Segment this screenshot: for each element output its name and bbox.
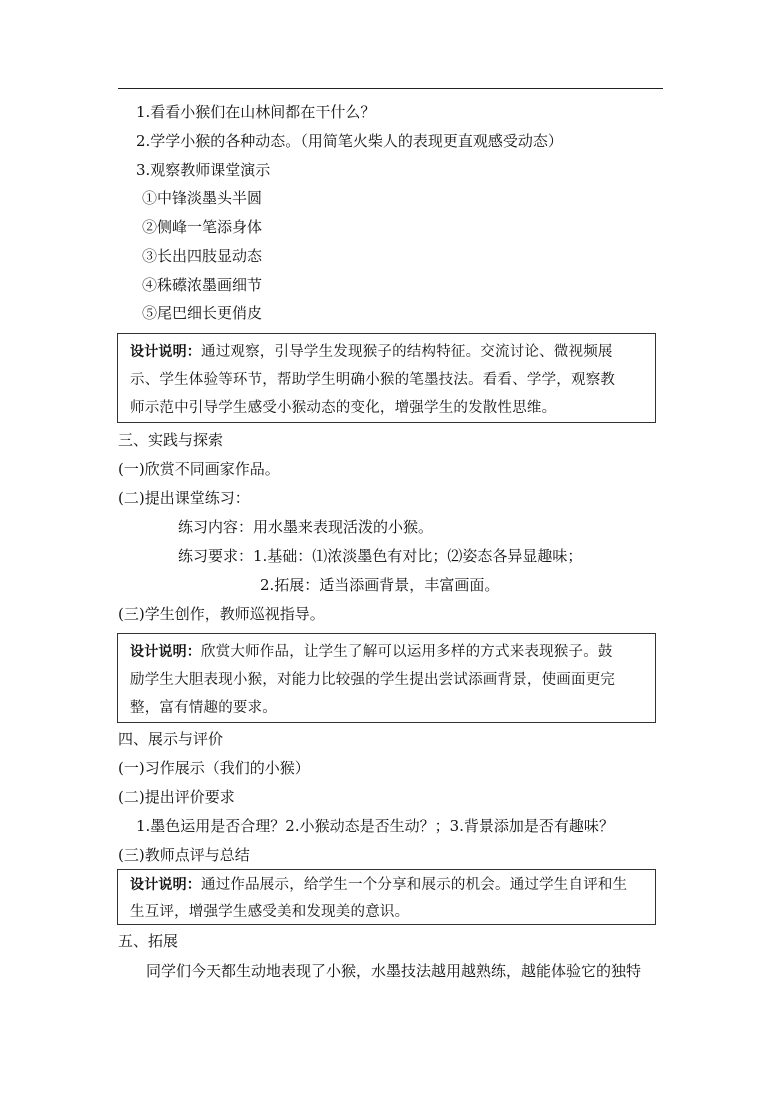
subsection-4-1: (一)习作展示（我们的小猴） [118, 759, 310, 777]
design-note-text: 欣赏大师作品，让学生了解可以运用多样的方式来表现猴子。鼓 [201, 644, 613, 660]
observe-item-2: 2.学学小猴的各种动态。（用简笔火柴人的表现更直观感受动态） [136, 132, 563, 150]
subsection-4-3: (三)教师点评与总结 [118, 846, 250, 864]
section-heading-4: 四、展示与评价 [118, 730, 224, 748]
extension-paragraph: 同学们今天都生动地表现了小猴，水墨技法越用越熟练，越能体验它的独特 [146, 962, 642, 980]
design-note-label: 设计说明： [130, 644, 201, 660]
observe-item-1: 1.看看小猴们在山林间都在干什么？ [136, 103, 376, 121]
subsection-3-2: (二)提出课堂练习： [118, 489, 250, 507]
design-note-text: 通过观察，引导学生发现猴子的结构特征。交流讨论、微视频展 [201, 344, 613, 360]
step-2: ②侧峰一笔添身体 [142, 218, 263, 236]
step-4: ④秼礤浓墨画细节 [142, 276, 263, 294]
design-note-box-2 [117, 633, 656, 723]
design-note-text: 励学生大胆表现小猴，对能力比较强的学生提出尝试添画背景，使画面更完 [130, 672, 616, 688]
subsection-4-2: (二)提出评价要求 [118, 788, 235, 806]
section-heading-5: 五、拓展 [118, 932, 179, 950]
design-note-text: 通过作品展示，给学生一个分享和展示的机会。通过学生自评和生 [201, 877, 628, 893]
subsection-3-1: (一)欣赏不同画家作品。 [118, 460, 280, 478]
design-note-label: 设计说明： [130, 877, 201, 893]
design-note-text: 整，富有情趣的要求。 [130, 700, 277, 716]
practice-requirement-basic: 练习要求：1.基础：⑴浓淡墨色有对比；⑵姿态各异显趣味； [178, 547, 583, 565]
design-note-box-1 [117, 333, 656, 423]
design-note-box-3 [117, 869, 656, 925]
design-note-text: 师示范中引导学生感受小猴动态的变化，增强学生的发散性思维。 [130, 400, 557, 416]
section-heading-3: 三、实践与探索 [118, 431, 224, 449]
practice-content: 练习内容：用水墨来表现活泼的小猴。 [178, 518, 434, 536]
step-3: ③长出四肢显动态 [142, 247, 263, 265]
design-note-text: 生互评，增强学生感受美和发现美的意识。 [130, 904, 410, 920]
evaluation-criteria: 1.墨色运用是否合理？2.小猴动态是否生动？；3.背景添加是否有趣味？ [136, 817, 614, 835]
step-1: ①中锋淡墨头半圆 [142, 189, 263, 207]
practice-requirement-extend: 2.拓展：适当添画背景，丰富画面。 [260, 576, 500, 594]
observe-item-3: 3.观察教师课堂演示 [136, 161, 271, 179]
subsection-3-3: (三)学生创作，教师巡视指导。 [118, 605, 325, 623]
design-note-label: 设计说明： [130, 344, 201, 360]
step-5: ⑤尾巴细长更俏皮 [142, 304, 263, 322]
design-note-text: 示、学生体验等环节，帮助学生明确小猴的笔墨技法。看看、学学，观察教 [130, 372, 616, 388]
top-rule [118, 88, 663, 89]
